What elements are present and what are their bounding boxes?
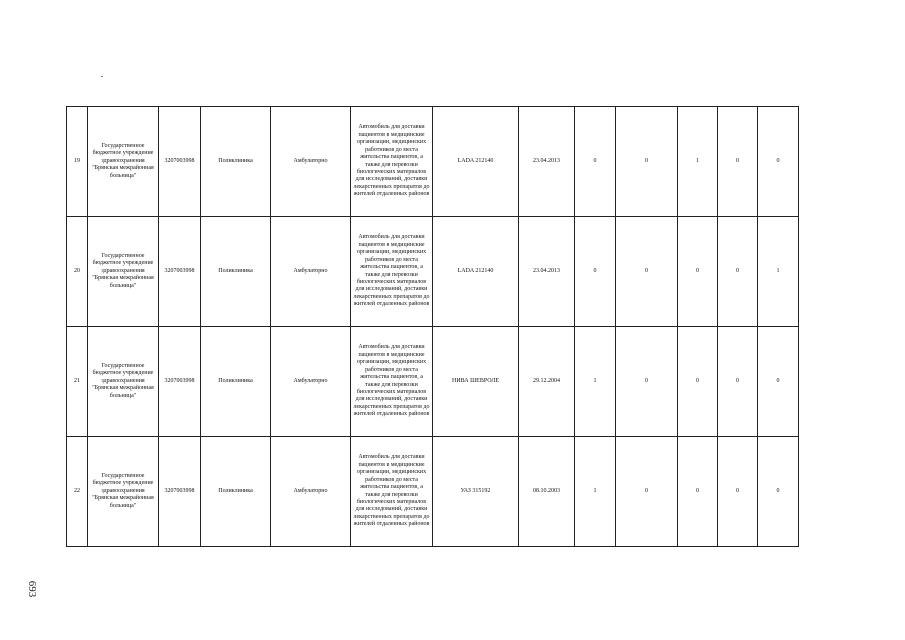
vehicles-table [66, 106, 799, 547]
registration-date: 23.04.2013 [519, 217, 575, 327]
count-cell: 0 [718, 107, 758, 217]
count-cell: 0 [616, 217, 678, 327]
service-type: Амбулаторно [271, 217, 351, 327]
organization-name: Государственное бюджетное учреждение здравоохранения "Брянская межрайонная больница" [88, 437, 159, 547]
vehicle-purpose: Автомобиль для доставки пациентов в медицинские организации, медицинских работников до места жительства пациентов, а также для перевозки биологических материалов для исследований, доставки лекарственных препаратов до жителей отдаленных районов [351, 437, 433, 547]
count-cell: 1 [575, 327, 616, 437]
organization-name: Государственное бюджетное учреждение здравоохранения "Брянская межрайонная больница" [88, 217, 159, 327]
organization-name: Государственное бюджетное учреждение здравоохранения "Брянская межрайонная больница" [88, 327, 159, 437]
division: Поликлиника [201, 327, 271, 437]
count-cell: 1 [575, 437, 616, 547]
count-cell: 0 [575, 107, 616, 217]
vehicle-model: НИВА ШЕВРОЛЕ [433, 327, 519, 437]
division: Поликлиника [201, 217, 271, 327]
count-cell: 1 [758, 217, 799, 327]
count-cell: 0 [718, 217, 758, 327]
registration-date: 29.12.2004 [519, 327, 575, 437]
count-cell: 0 [678, 437, 718, 547]
count-cell: 0 [616, 437, 678, 547]
organization-name: Государственное бюджетное учреждение здравоохранения "Брянская межрайонная больница" [88, 107, 159, 217]
division: Поликлиника [201, 107, 271, 217]
vehicle-purpose: Автомобиль для доставки пациентов в медицинские организации, медицинских работников до места жительства пациентов, а также для перевозки биологических материалов для исследований, доставки лекарственных препаратов до жителей отдаленных районов [351, 217, 433, 327]
page-number: 693 [26, 580, 38, 598]
count-cell: 0 [678, 217, 718, 327]
scan-speck [101, 76, 103, 77]
inn-code: 3207003998 [159, 217, 201, 327]
count-cell: 0 [575, 217, 616, 327]
vehicle-model: УАЗ 315192 [433, 437, 519, 547]
inn-code: 3207003998 [159, 107, 201, 217]
vehicle-model: LADA 212140 [433, 107, 519, 217]
count-cell: 0 [678, 327, 718, 437]
row-number: 22 [67, 437, 88, 547]
count-cell: 1 [678, 107, 718, 217]
count-cell: 0 [758, 107, 799, 217]
count-cell: 0 [718, 437, 758, 547]
vehicle-purpose: Автомобиль для доставки пациентов в медицинские организации, медицинских работников до места жительства пациентов, а также для перевозки биологических материалов для исследований, доставки лекарственных препаратов до жителей отдаленных районов [351, 327, 433, 437]
count-cell: 0 [718, 327, 758, 437]
count-cell: 0 [616, 107, 678, 217]
table-row [67, 437, 799, 547]
row-number: 19 [67, 107, 88, 217]
inn-code: 3207003998 [159, 327, 201, 437]
row-number: 21 [67, 327, 88, 437]
division: Поликлиника [201, 437, 271, 547]
inn-code: 3207003998 [159, 437, 201, 547]
table-row [67, 217, 799, 327]
table-row [67, 327, 799, 437]
count-cell: 0 [758, 327, 799, 437]
registration-date: 23.04.2013 [519, 107, 575, 217]
service-type: Амбулаторно [271, 437, 351, 547]
vehicle-model: LADA 212140 [433, 217, 519, 327]
service-type: Амбулаторно [271, 327, 351, 437]
count-cell: 0 [758, 437, 799, 547]
row-number: 20 [67, 217, 88, 327]
service-type: Амбулаторно [271, 107, 351, 217]
registration-date: 08.10.2003 [519, 437, 575, 547]
table-row [67, 107, 799, 217]
count-cell: 0 [616, 327, 678, 437]
vehicle-purpose: Автомобиль для доставки пациентов в медицинские организации, медицинских работников до места жительства пациентов, а также для перевозки биологических материалов для исследований, доставки лекарственных препаратов до жителей отдаленных районов [351, 107, 433, 217]
